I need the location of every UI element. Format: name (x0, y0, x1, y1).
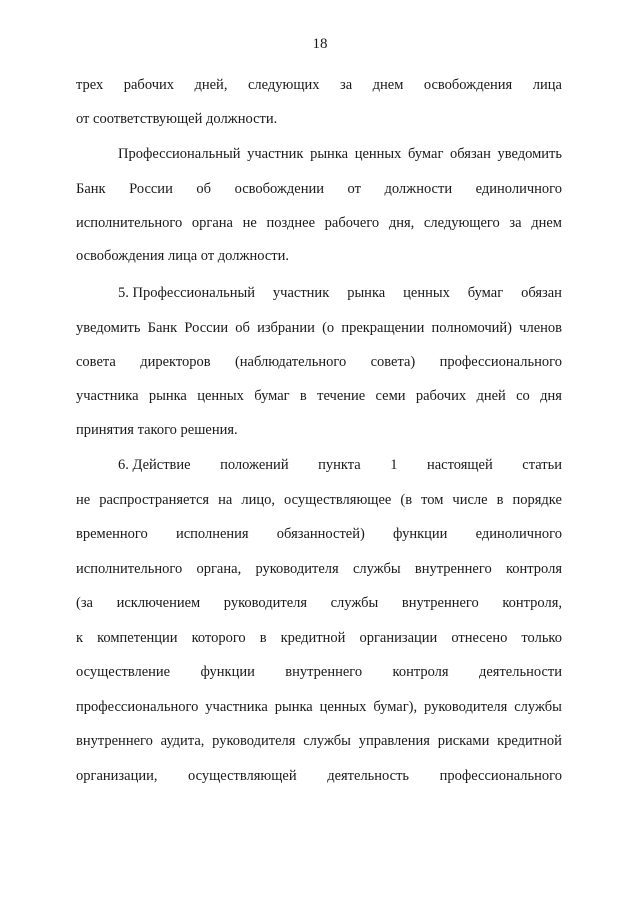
word: исполнения (175, 526, 249, 542)
word: (о (322, 320, 335, 336)
word: осуществляющее (284, 492, 392, 508)
text-line: от соответствующей должности. (76, 111, 278, 127)
word: службы (303, 733, 351, 749)
text-line (76, 662, 562, 682)
word: бумаг (254, 388, 290, 404)
text-line (76, 283, 562, 303)
text-line (76, 559, 562, 579)
word: на (218, 492, 233, 508)
word: организации (359, 630, 438, 646)
text-line (76, 352, 562, 372)
word: функции (393, 526, 448, 542)
word: позднее (266, 215, 315, 231)
text-line (76, 213, 562, 233)
word: прекращении (341, 320, 425, 336)
word: внутреннего (285, 664, 363, 680)
word: следующего (423, 215, 500, 231)
text-line (76, 75, 562, 95)
word: временного (76, 526, 148, 542)
word: (в (400, 492, 413, 508)
text-line (76, 318, 562, 338)
word: ценных (319, 699, 367, 715)
word: дня, (388, 215, 415, 231)
word: об (235, 320, 250, 336)
word: членов (519, 320, 562, 336)
word: рисками (437, 733, 490, 749)
word: избрании (257, 320, 315, 336)
word: внутреннего (414, 561, 492, 577)
word: кредитной (280, 630, 346, 646)
word: Профессиональный (118, 146, 241, 162)
word: бумаг (408, 146, 444, 162)
word: уведомить (76, 320, 141, 336)
word: единоличного (475, 181, 562, 197)
word: профессионального (76, 699, 199, 715)
word: рабочих (415, 388, 467, 404)
word: организации, (76, 768, 158, 784)
text-line (76, 386, 562, 406)
word: Банк (76, 181, 106, 197)
word: настоящей (426, 457, 493, 473)
word: обязанностей) (276, 526, 365, 542)
word: органа, (196, 561, 242, 577)
text-line (76, 697, 562, 717)
word: аудита, (160, 733, 205, 749)
word: рынка (347, 285, 386, 301)
word: функции (200, 664, 255, 680)
word: не (76, 492, 91, 508)
word: лица (532, 77, 562, 93)
word: трех (76, 77, 104, 93)
word: лицо, (241, 492, 276, 508)
word: в (299, 388, 307, 404)
text-line: освобождения лица от должности. (76, 248, 290, 264)
text-line (76, 179, 562, 199)
word: дня (540, 388, 562, 404)
word: дней (476, 388, 506, 404)
word: участник (272, 285, 330, 301)
word: положений (220, 457, 289, 473)
word: осуществляющей (188, 768, 297, 784)
word: службы (514, 699, 562, 715)
word: статьи (522, 457, 562, 473)
text-line (76, 766, 562, 786)
word: освобождении (234, 181, 324, 197)
word: ценных (354, 146, 402, 162)
word: за (509, 215, 522, 231)
word: (наблюдательного (234, 354, 347, 370)
word: том (421, 492, 444, 508)
word: течение (317, 388, 366, 404)
text-line (76, 593, 562, 613)
word: освобождения (423, 77, 513, 93)
word: участника (76, 388, 139, 404)
word: рынка (148, 388, 187, 404)
word: профессионального (439, 354, 562, 370)
text-line (76, 731, 562, 751)
word: днем (372, 77, 404, 93)
word: в (259, 630, 267, 646)
text-line (76, 490, 562, 510)
word: руководителя (223, 595, 308, 611)
word: единоличного (475, 526, 562, 542)
word: профессионального (439, 768, 562, 784)
word: рабочих (123, 77, 174, 93)
word: бумаг (467, 285, 504, 301)
word: кредитной (497, 733, 562, 749)
word: отнесено (451, 630, 508, 646)
word: совета (76, 354, 116, 370)
word: органа (191, 215, 233, 231)
word: исполнительного (76, 215, 183, 231)
word: исполнительного (76, 561, 183, 577)
word: обязан (521, 285, 562, 301)
word: распространяется (99, 492, 210, 508)
word: уведомить (497, 146, 562, 162)
page-number: 18 (312, 36, 328, 52)
text-line (76, 628, 562, 648)
word: службы (352, 561, 401, 577)
word: со (516, 388, 530, 404)
word: в (496, 492, 504, 508)
word: руководителя (255, 561, 339, 577)
word: рынка (310, 146, 349, 162)
word: участник (247, 146, 304, 162)
word: руководителя (424, 699, 508, 715)
word: следующих (247, 77, 320, 93)
word: внутреннего (76, 733, 153, 749)
word: руководителя (212, 733, 296, 749)
word: управления (358, 733, 430, 749)
word: России (129, 181, 173, 197)
word: дней, (194, 77, 228, 93)
word: 6. Действие (118, 457, 191, 473)
word: которого (191, 630, 246, 646)
text-line (76, 455, 562, 475)
word: семи (375, 388, 406, 404)
word: внутреннего (401, 595, 479, 611)
text-line (76, 144, 562, 164)
word: об (196, 181, 212, 197)
word: деятельности (478, 664, 562, 680)
word: от (347, 181, 361, 197)
word: рынка (274, 699, 313, 715)
text-line: принятия такого решения. (76, 422, 238, 438)
word: 5. Профессиональный (118, 285, 255, 301)
word: Банк (147, 320, 178, 336)
word: (за (76, 595, 93, 611)
word: порядке (512, 492, 562, 508)
word: службы (330, 595, 379, 611)
word: 1 (390, 457, 398, 473)
word: компетенции (97, 630, 178, 646)
word: контроля (505, 561, 562, 577)
word: директоров (140, 354, 211, 370)
word: должности (384, 181, 453, 197)
word: к (76, 630, 84, 646)
word: России (184, 320, 229, 336)
word: обязан (450, 146, 491, 162)
word: исключением (116, 595, 201, 611)
word: днем (531, 215, 562, 231)
word: бумаг), (373, 699, 418, 715)
text-line (76, 524, 562, 544)
word: не (242, 215, 257, 231)
word: ценных (197, 388, 244, 404)
word: числе (452, 492, 488, 508)
word: ценных (403, 285, 450, 301)
word: пункта (318, 457, 361, 473)
word: контроля, (502, 595, 562, 611)
word: рабочего (324, 215, 380, 231)
word: участника (205, 699, 268, 715)
word: только (521, 630, 562, 646)
word: за (339, 77, 353, 93)
word: контроля (392, 664, 449, 680)
word: полномочий) (431, 320, 513, 336)
word: осуществление (76, 664, 171, 680)
word: деятельность (327, 768, 410, 784)
word: совета) (370, 354, 416, 370)
